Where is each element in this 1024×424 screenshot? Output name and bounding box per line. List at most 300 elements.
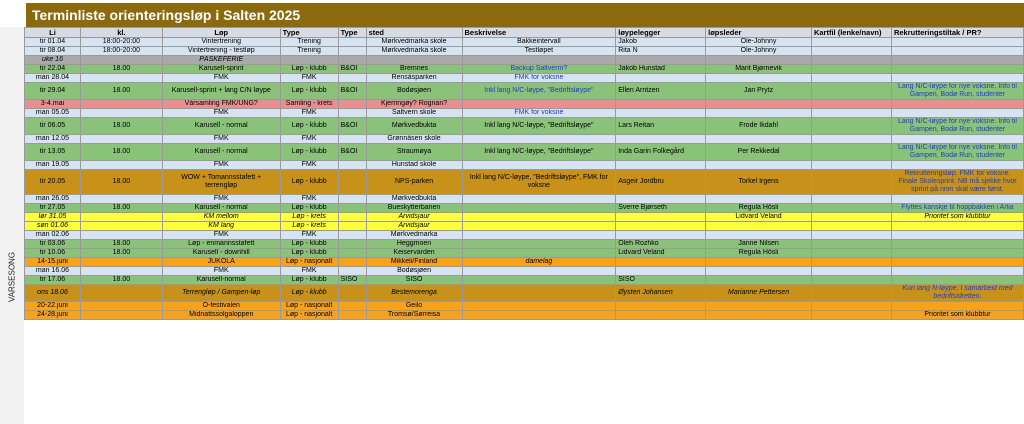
cell-kartfil[interactable] [811, 83, 891, 100]
header-kl[interactable]: kl. [80, 28, 162, 38]
cell-type2[interactable] [338, 38, 366, 47]
cell-lop[interactable]: FMK [162, 109, 280, 118]
cell-type2[interactable] [338, 109, 366, 118]
cell-beskrivelse[interactable]: FMK for voksne [462, 109, 616, 118]
cell-type[interactable]: FMK [280, 195, 338, 204]
cell-li[interactable]: tir 20.05 [25, 170, 81, 195]
cell-sted[interactable]: Hunstad skole [366, 161, 462, 170]
cell-loypelegger[interactable] [616, 109, 706, 118]
cell-kl[interactable]: 18:00-20:00 [80, 47, 162, 56]
cell-lopsleder[interactable] [706, 267, 812, 276]
cell-type2[interactable] [338, 249, 366, 258]
cell-kl[interactable]: 18.00 [80, 276, 162, 285]
cell-sted[interactable]: Heggmoen [366, 240, 462, 249]
cell-lop[interactable]: Terrengløp / Gampen-løp [162, 285, 280, 302]
cell-type[interactable]: FMK [280, 267, 338, 276]
cell-rekruttering[interactable]: Kun lang N-løype. I samarbeid med bedriftsidretten. [891, 285, 1023, 302]
cell-type2[interactable]: B&OI [338, 65, 366, 74]
cell-beskrivelse[interactable] [462, 204, 616, 213]
cell-lop[interactable]: FMK [162, 135, 280, 144]
cell-loypelegger[interactable] [616, 302, 706, 311]
cell-kl[interactable] [80, 213, 162, 222]
cell-rekruttering[interactable] [891, 56, 1023, 65]
header-type[interactable]: Type [280, 28, 338, 38]
cell-kartfil[interactable] [811, 249, 891, 258]
cell-beskrivelse[interactable] [462, 276, 616, 285]
cell-type2[interactable] [338, 267, 366, 276]
cell-kartfil[interactable] [811, 65, 891, 74]
cell-lopsleder[interactable] [706, 311, 812, 320]
cell-kl[interactable] [80, 109, 162, 118]
cell-lop[interactable]: Vintertrening [162, 38, 280, 47]
cell-sted[interactable]: Saltvern skole [366, 109, 462, 118]
cell-rekruttering[interactable]: Lang N/C-løype for nye voksne. Info til Gampen, Bodø Run, studenter [891, 118, 1023, 135]
cell-lop[interactable]: Karusell-sprint + lang C/N løype [162, 83, 280, 100]
cell-sted[interactable]: Arvidsjaur [366, 213, 462, 222]
cell-lop[interactable]: Karusell - downhill [162, 249, 280, 258]
cell-kartfil[interactable] [811, 135, 891, 144]
header-loypelegger[interactable]: løypelegger [616, 28, 706, 38]
cell-type2[interactable]: B&OI [338, 83, 366, 100]
cell-sted[interactable]: Bestemorenga [366, 285, 462, 302]
cell-kl[interactable] [80, 56, 162, 65]
cell-beskrivelse[interactable]: Inkl lang N/C-løype, "Bedriftsløype" [462, 118, 616, 135]
cell-lopsleder[interactable] [706, 195, 812, 204]
cell-type2[interactable] [338, 204, 366, 213]
cell-kl[interactable]: 18.00 [80, 65, 162, 74]
cell-kl[interactable] [80, 231, 162, 240]
cell-loypelegger[interactable]: Jakob Hunstad [616, 65, 706, 74]
cell-sted[interactable]: Bodøsjøen [366, 267, 462, 276]
cell-sted[interactable]: Mørkvedbukta [366, 118, 462, 135]
cell-type[interactable]: FMK [280, 231, 338, 240]
cell-loypelegger[interactable]: Sverre Bjørseth [616, 204, 706, 213]
cell-lopsleder[interactable] [706, 161, 812, 170]
cell-beskrivelse[interactable] [462, 222, 616, 231]
cell-li[interactable]: tir 08.04 [25, 47, 81, 56]
cell-type2[interactable] [338, 285, 366, 302]
cell-lop[interactable]: Løp - enmannsstafett [162, 240, 280, 249]
cell-kl[interactable] [80, 285, 162, 302]
cell-sted[interactable]: Rensåsparken [366, 74, 462, 83]
cell-beskrivelse[interactable]: Testløpet [462, 47, 616, 56]
cell-type2[interactable] [338, 302, 366, 311]
cell-kartfil[interactable] [811, 118, 891, 135]
cell-loypelegger[interactable]: Lars Reitan [616, 118, 706, 135]
cell-lop[interactable]: Vintertrening - testløp [162, 47, 280, 56]
cell-beskrivelse[interactable] [462, 267, 616, 276]
cell-li[interactable]: 24-28.juni [25, 311, 81, 320]
cell-lopsleder[interactable]: Marianne Pettersen [706, 285, 812, 302]
cell-rekruttering[interactable] [891, 135, 1023, 144]
cell-lopsleder[interactable]: Marit Bjørnevik [706, 65, 812, 74]
cell-kartfil[interactable] [811, 240, 891, 249]
cell-kl[interactable]: 18.00 [80, 249, 162, 258]
cell-rekruttering[interactable] [891, 267, 1023, 276]
cell-kartfil[interactable] [811, 47, 891, 56]
cell-li[interactable]: uke 16 [25, 56, 81, 65]
cell-kartfil[interactable] [811, 311, 891, 320]
cell-rekruttering[interactable] [891, 100, 1023, 109]
cell-li[interactable]: 3-4.mai [25, 100, 81, 109]
cell-kl[interactable]: 18.00 [80, 118, 162, 135]
cell-loypelegger[interactable]: Jakob [616, 38, 706, 47]
cell-lop[interactable]: Karusell - normal [162, 144, 280, 161]
cell-kl[interactable]: 18.00 [80, 170, 162, 195]
cell-kartfil[interactable] [811, 38, 891, 47]
cell-loypelegger[interactable]: Inda Garin Folkegård [616, 144, 706, 161]
header-lopsleder[interactable]: løpsleder [706, 28, 812, 38]
cell-lopsleder[interactable]: Janne Nilsen [706, 240, 812, 249]
cell-sted[interactable]: Tromsø/Sørreisa [366, 311, 462, 320]
cell-loypelegger[interactable]: Lidvard Veland [616, 249, 706, 258]
cell-sted[interactable]: Straumøya [366, 144, 462, 161]
cell-lop[interactable]: Karusell-normal [162, 276, 280, 285]
cell-kartfil[interactable] [811, 195, 891, 204]
cell-rekruttering[interactable] [891, 231, 1023, 240]
cell-li[interactable]: tir 01.04 [25, 38, 81, 47]
cell-li[interactable]: man 28.04 [25, 74, 81, 83]
cell-beskrivelse[interactable] [462, 161, 616, 170]
cell-beskrivelse[interactable]: Inkl lang N/C-løype, "Bedriftsløype" [462, 83, 616, 100]
cell-loypelegger[interactable] [616, 161, 706, 170]
cell-kartfil[interactable] [811, 213, 891, 222]
cell-kartfil[interactable] [811, 144, 891, 161]
cell-type[interactable]: Løp - klubb [280, 144, 338, 161]
cell-li[interactable]: tir 27.05 [25, 204, 81, 213]
cell-rekruttering[interactable]: Flyttes kanskje til hoppbakken i Arlia [891, 204, 1023, 213]
header-li[interactable]: Li [25, 28, 81, 38]
cell-kl[interactable] [80, 267, 162, 276]
cell-sted[interactable]: Keiservarden [366, 249, 462, 258]
cell-type[interactable]: Løp - klubb [280, 276, 338, 285]
cell-type[interactable]: Løp - nasjonalt [280, 311, 338, 320]
cell-lopsleder[interactable] [706, 109, 812, 118]
cell-lopsleder[interactable] [706, 74, 812, 83]
cell-rekruttering[interactable]: Prioritet som klubbtur [891, 213, 1023, 222]
cell-sted[interactable]: Geilo [366, 302, 462, 311]
cell-type[interactable]: FMK [280, 109, 338, 118]
cell-type[interactable]: FMK [280, 74, 338, 83]
cell-sted[interactable]: Bueskytterbanen [366, 204, 462, 213]
cell-li[interactable]: 20-22.juni [25, 302, 81, 311]
cell-li[interactable]: tir 22.04 [25, 65, 81, 74]
cell-beskrivelse[interactable]: Bakkeintervall [462, 38, 616, 47]
cell-lop[interactable]: Karusell-sprint [162, 65, 280, 74]
cell-lop[interactable]: Karusell - normal [162, 204, 280, 213]
cell-beskrivelse[interactable] [462, 231, 616, 240]
cell-type2[interactable] [338, 47, 366, 56]
cell-lopsleder[interactable]: Ole-Johnny [706, 38, 812, 47]
cell-type[interactable]: Løp - klubb [280, 249, 338, 258]
cell-rekruttering[interactable] [891, 258, 1023, 267]
cell-li[interactable]: tir 29.04 [25, 83, 81, 100]
cell-loypelegger[interactable]: Ellen Arntzen [616, 83, 706, 100]
cell-kl[interactable] [80, 195, 162, 204]
cell-type[interactable]: Løp - klubb [280, 170, 338, 195]
cell-lopsleder[interactable] [706, 222, 812, 231]
cell-sted[interactable]: Arvidsjaur [366, 222, 462, 231]
cell-beskrivelse[interactable] [462, 213, 616, 222]
cell-kl[interactable]: 18.00 [80, 240, 162, 249]
table-row [25, 231, 1024, 240]
cell-sted[interactable]: Kjerringøy? Rognan? [366, 100, 462, 109]
cell-loypelegger[interactable]: SISO [616, 276, 706, 285]
cell-type2[interactable] [338, 222, 366, 231]
cell-type[interactable]: Løp - nasjonalt [280, 302, 338, 311]
cell-type2[interactable] [338, 56, 366, 65]
cell-lop[interactable]: FMK [162, 74, 280, 83]
cell-li[interactable]: lør 31.05 [25, 213, 81, 222]
cell-type2[interactable] [338, 135, 366, 144]
cell-kartfil[interactable] [811, 285, 891, 302]
cell-kl[interactable]: 18.00 [80, 204, 162, 213]
cell-lopsleder[interactable]: Lidvard Veland [706, 213, 812, 222]
cell-type[interactable]: FMK [280, 135, 338, 144]
cell-sted[interactable]: Bremnes [366, 65, 462, 74]
cell-loypelegger[interactable] [616, 258, 706, 267]
cell-kl[interactable] [80, 74, 162, 83]
cell-rekruttering[interactable] [891, 240, 1023, 249]
cell-lopsleder[interactable]: Torkel Irgens [706, 170, 812, 195]
cell-kartfil[interactable] [811, 74, 891, 83]
cell-lopsleder[interactable] [706, 258, 812, 267]
cell-lopsleder[interactable] [706, 56, 812, 65]
header-kartfil[interactable]: Kartfil (lenke/navn) [811, 28, 891, 38]
cell-sted[interactable]: Grønnåsen skole [366, 135, 462, 144]
cell-rekruttering[interactable] [891, 38, 1023, 47]
cell-type2[interactable] [338, 74, 366, 83]
cell-sted[interactable]: SISO [366, 276, 462, 285]
cell-rekruttering[interactable] [891, 47, 1023, 56]
cell-beskrivelse[interactable] [462, 56, 616, 65]
cell-beskrivelse[interactable] [462, 302, 616, 311]
cell-loypelegger[interactable] [616, 135, 706, 144]
season-label-text: VARSESONG [7, 251, 17, 303]
cell-kartfil[interactable] [811, 302, 891, 311]
cell-beskrivelse[interactable] [462, 285, 616, 302]
cell-lopsleder[interactable] [706, 135, 812, 144]
cell-beskrivelse[interactable] [462, 311, 616, 320]
header-rekruttering[interactable]: Rekrutteringstiltak / PR? [891, 28, 1023, 38]
cell-kl[interactable] [80, 311, 162, 320]
cell-lopsleder[interactable]: Regula Hösli [706, 249, 812, 258]
cell-kl[interactable] [80, 100, 162, 109]
cell-kartfil[interactable] [811, 267, 891, 276]
cell-sted[interactable]: Mørkvedbukta [366, 195, 462, 204]
cell-lopsleder[interactable]: Jan Prytz [706, 83, 812, 100]
cell-beskrivelse[interactable] [462, 240, 616, 249]
header-sted[interactable]: sted [366, 28, 462, 38]
cell-lop[interactable]: FMK [162, 231, 280, 240]
cell-sted[interactable]: Mørkvedmarka skole [366, 47, 462, 56]
header-beskrivelse[interactable]: Beskrivelse [462, 28, 616, 38]
cell-type[interactable]: Samling - krets [280, 100, 338, 109]
cell-lop[interactable]: KM lang [162, 222, 280, 231]
cell-loypelegger[interactable] [616, 195, 706, 204]
cell-kartfil[interactable] [811, 170, 891, 195]
cell-beskrivelse[interactable]: Inkl lang N/C-løype, "Bedriftsløype", FMK for voksne [462, 170, 616, 195]
cell-loypelegger[interactable] [616, 213, 706, 222]
cell-li[interactable]: man 02.06 [25, 231, 81, 240]
cell-loypelegger[interactable] [616, 222, 706, 231]
cell-rekruttering[interactable]: Rekrutteringsløp. FMK for voksne. Finale Skolesprint. NB må sjekke hvor sprint på nnm skal være først. [891, 170, 1023, 195]
cell-type[interactable]: Løp - krets [280, 222, 338, 231]
cell-sted[interactable]: Mørkvedmarka [366, 231, 462, 240]
cell-type2[interactable] [338, 213, 366, 222]
cell-kl[interactable]: 18:00-20:00 [80, 38, 162, 47]
cell-kartfil[interactable] [811, 276, 891, 285]
cell-beskrivelse[interactable] [462, 135, 616, 144]
cell-sted[interactable]: NPS-parken [366, 170, 462, 195]
cell-li[interactable]: tir 06.05 [25, 118, 81, 135]
cell-li[interactable]: ons 18.06 [25, 285, 81, 302]
cell-loypelegger[interactable]: Asgeir Jordbru [616, 170, 706, 195]
cell-rekruttering[interactable] [891, 276, 1023, 285]
cell-kl[interactable] [80, 302, 162, 311]
cell-type2[interactable] [338, 311, 366, 320]
cell-lop[interactable]: WOW + Tomannsstafett + terrengløp [162, 170, 280, 195]
cell-rekruttering[interactable] [891, 249, 1023, 258]
cell-sted[interactable]: Bodøsjøen [366, 83, 462, 100]
cell-lop[interactable]: JUKOLA [162, 258, 280, 267]
cell-type[interactable]: Løp - klubb [280, 285, 338, 302]
cell-rekruttering[interactable] [891, 109, 1023, 118]
cell-lopsleder[interactable]: Frode Ikdahl [706, 118, 812, 135]
cell-li[interactable]: man 26.05 [25, 195, 81, 204]
cell-type2[interactable] [338, 100, 366, 109]
cell-li[interactable]: tir 17.06 [25, 276, 81, 285]
cell-li[interactable]: tir 03.06 [25, 240, 81, 249]
cell-lop[interactable]: O-festivalen [162, 302, 280, 311]
cell-type[interactable] [280, 56, 338, 65]
cell-type2[interactable] [338, 195, 366, 204]
cell-type[interactable]: Løp - klubb [280, 83, 338, 100]
cell-rekruttering[interactable] [891, 65, 1023, 74]
cell-type[interactable]: Løp - klubb [280, 204, 338, 213]
cell-kl[interactable] [80, 161, 162, 170]
cell-type[interactable]: Løp - klubb [280, 65, 338, 74]
cell-type[interactable]: FMK [280, 161, 338, 170]
cell-lop[interactable]: Midnattssolgaloppen [162, 311, 280, 320]
cell-kartfil[interactable] [811, 100, 891, 109]
cell-beskrivelse[interactable]: damelag [462, 258, 616, 267]
cell-sted[interactable] [366, 56, 462, 65]
cell-rekruttering[interactable]: Lang N/C-løype for nye voksne. Info til Gampen, Bodø Run, studenter [891, 83, 1023, 100]
cell-type[interactable]: Løp - klubb [280, 240, 338, 249]
cell-li[interactable]: tir 10.06 [25, 249, 81, 258]
cell-type2[interactable] [338, 170, 366, 195]
cell-type2[interactable] [338, 240, 366, 249]
cell-type2[interactable]: B&OI [338, 144, 366, 161]
cell-lop[interactable]: FMK [162, 161, 280, 170]
cell-loypelegger[interactable] [616, 56, 706, 65]
cell-sted[interactable]: Mikkeli/Finland [366, 258, 462, 267]
cell-type2[interactable] [338, 258, 366, 267]
cell-lopsleder[interactable] [706, 100, 812, 109]
cell-loypelegger[interactable]: Oleh Rozhko [616, 240, 706, 249]
cell-type2[interactable] [338, 231, 366, 240]
cell-type[interactable]: Trening [280, 47, 338, 56]
cell-beskrivelse[interactable] [462, 100, 616, 109]
cell-type2[interactable]: B&OI [338, 118, 366, 135]
cell-rekruttering[interactable] [891, 302, 1023, 311]
cell-kartfil[interactable] [811, 231, 891, 240]
header-type2[interactable]: Type [338, 28, 366, 38]
cell-type2[interactable]: SISO [338, 276, 366, 285]
cell-type2[interactable] [338, 161, 366, 170]
cell-loypelegger[interactable] [616, 267, 706, 276]
cell-lopsleder[interactable] [706, 276, 812, 285]
cell-kl[interactable]: 18.00 [80, 144, 162, 161]
cell-kartfil[interactable] [811, 204, 891, 213]
table-row [25, 311, 1024, 320]
cell-kl[interactable] [80, 258, 162, 267]
cell-lopsleder[interactable]: Ole-Johnny [706, 47, 812, 56]
cell-loypelegger[interactable] [616, 231, 706, 240]
cell-rekruttering[interactable] [891, 74, 1023, 83]
cell-lopsleder[interactable] [706, 302, 812, 311]
cell-lop[interactable]: FMK [162, 195, 280, 204]
cell-lop[interactable]: PÅSKEFERIE [162, 56, 280, 65]
cell-li[interactable]: tir 13.05 [25, 144, 81, 161]
cell-rekruttering[interactable]: Prioritet som klubbtur [891, 311, 1023, 320]
cell-loypelegger[interactable] [616, 311, 706, 320]
cell-kl[interactable] [80, 222, 162, 231]
cell-li[interactable]: søn 01.06 [25, 222, 81, 231]
cell-lopsleder[interactable]: Regula Hösli [706, 204, 812, 213]
cell-beskrivelse[interactable]: Inkl lang N/C-løype, "Bedriftsløype" [462, 144, 616, 161]
cell-loypelegger[interactable]: Rita N [616, 47, 706, 56]
cell-kartfil[interactable] [811, 161, 891, 170]
cell-lop[interactable]: FMK [162, 267, 280, 276]
cell-kartfil[interactable] [811, 222, 891, 231]
cell-li[interactable]: man 19.05 [25, 161, 81, 170]
cell-beskrivelse[interactable] [462, 195, 616, 204]
cell-kl[interactable] [80, 135, 162, 144]
cell-kartfil[interactable] [811, 109, 891, 118]
cell-kartfil[interactable] [811, 56, 891, 65]
cell-li[interactable]: man 05.05 [25, 109, 81, 118]
cell-loypelegger[interactable] [616, 100, 706, 109]
cell-li[interactable]: man 16.06 [25, 267, 81, 276]
cell-lopsleder[interactable]: Per Rekkedal [706, 144, 812, 161]
cell-lop[interactable]: Vårsamling FMK/UNG? [162, 100, 280, 109]
header-lop[interactable]: Løp [162, 28, 280, 38]
cell-beskrivelse[interactable]: FMK for voksne [462, 74, 616, 83]
cell-kartfil[interactable] [811, 258, 891, 267]
cell-type[interactable]: Løp - klubb [280, 118, 338, 135]
cell-rekruttering[interactable]: Lang N/C-løype for nye voksne. Info til Gampen, Bodø Run, studenter [891, 144, 1023, 161]
cell-kl[interactable]: 18.00 [80, 83, 162, 100]
cell-beskrivelse[interactable] [462, 249, 616, 258]
cell-loypelegger[interactable]: Øysten Johansen [616, 285, 706, 302]
cell-lopsleder[interactable] [706, 231, 812, 240]
cell-rekruttering[interactable] [891, 195, 1023, 204]
cell-loypelegger[interactable] [616, 74, 706, 83]
cell-li[interactable]: man 12.05 [25, 135, 81, 144]
cell-lop[interactable]: KM mellom [162, 213, 280, 222]
cell-type[interactable]: Løp - krets [280, 213, 338, 222]
cell-sted[interactable]: Mørkvedmarka skole [366, 38, 462, 47]
cell-rekruttering[interactable] [891, 222, 1023, 231]
cell-lop[interactable]: Karusell - normal [162, 118, 280, 135]
cell-type[interactable]: Trening [280, 38, 338, 47]
cell-rekruttering[interactable] [891, 161, 1023, 170]
cell-li[interactable]: 14-15.juni [25, 258, 81, 267]
cell-beskrivelse[interactable]: Backup Saltverm? [462, 65, 616, 74]
cell-type[interactable]: Løp - nasjonalt [280, 258, 338, 267]
